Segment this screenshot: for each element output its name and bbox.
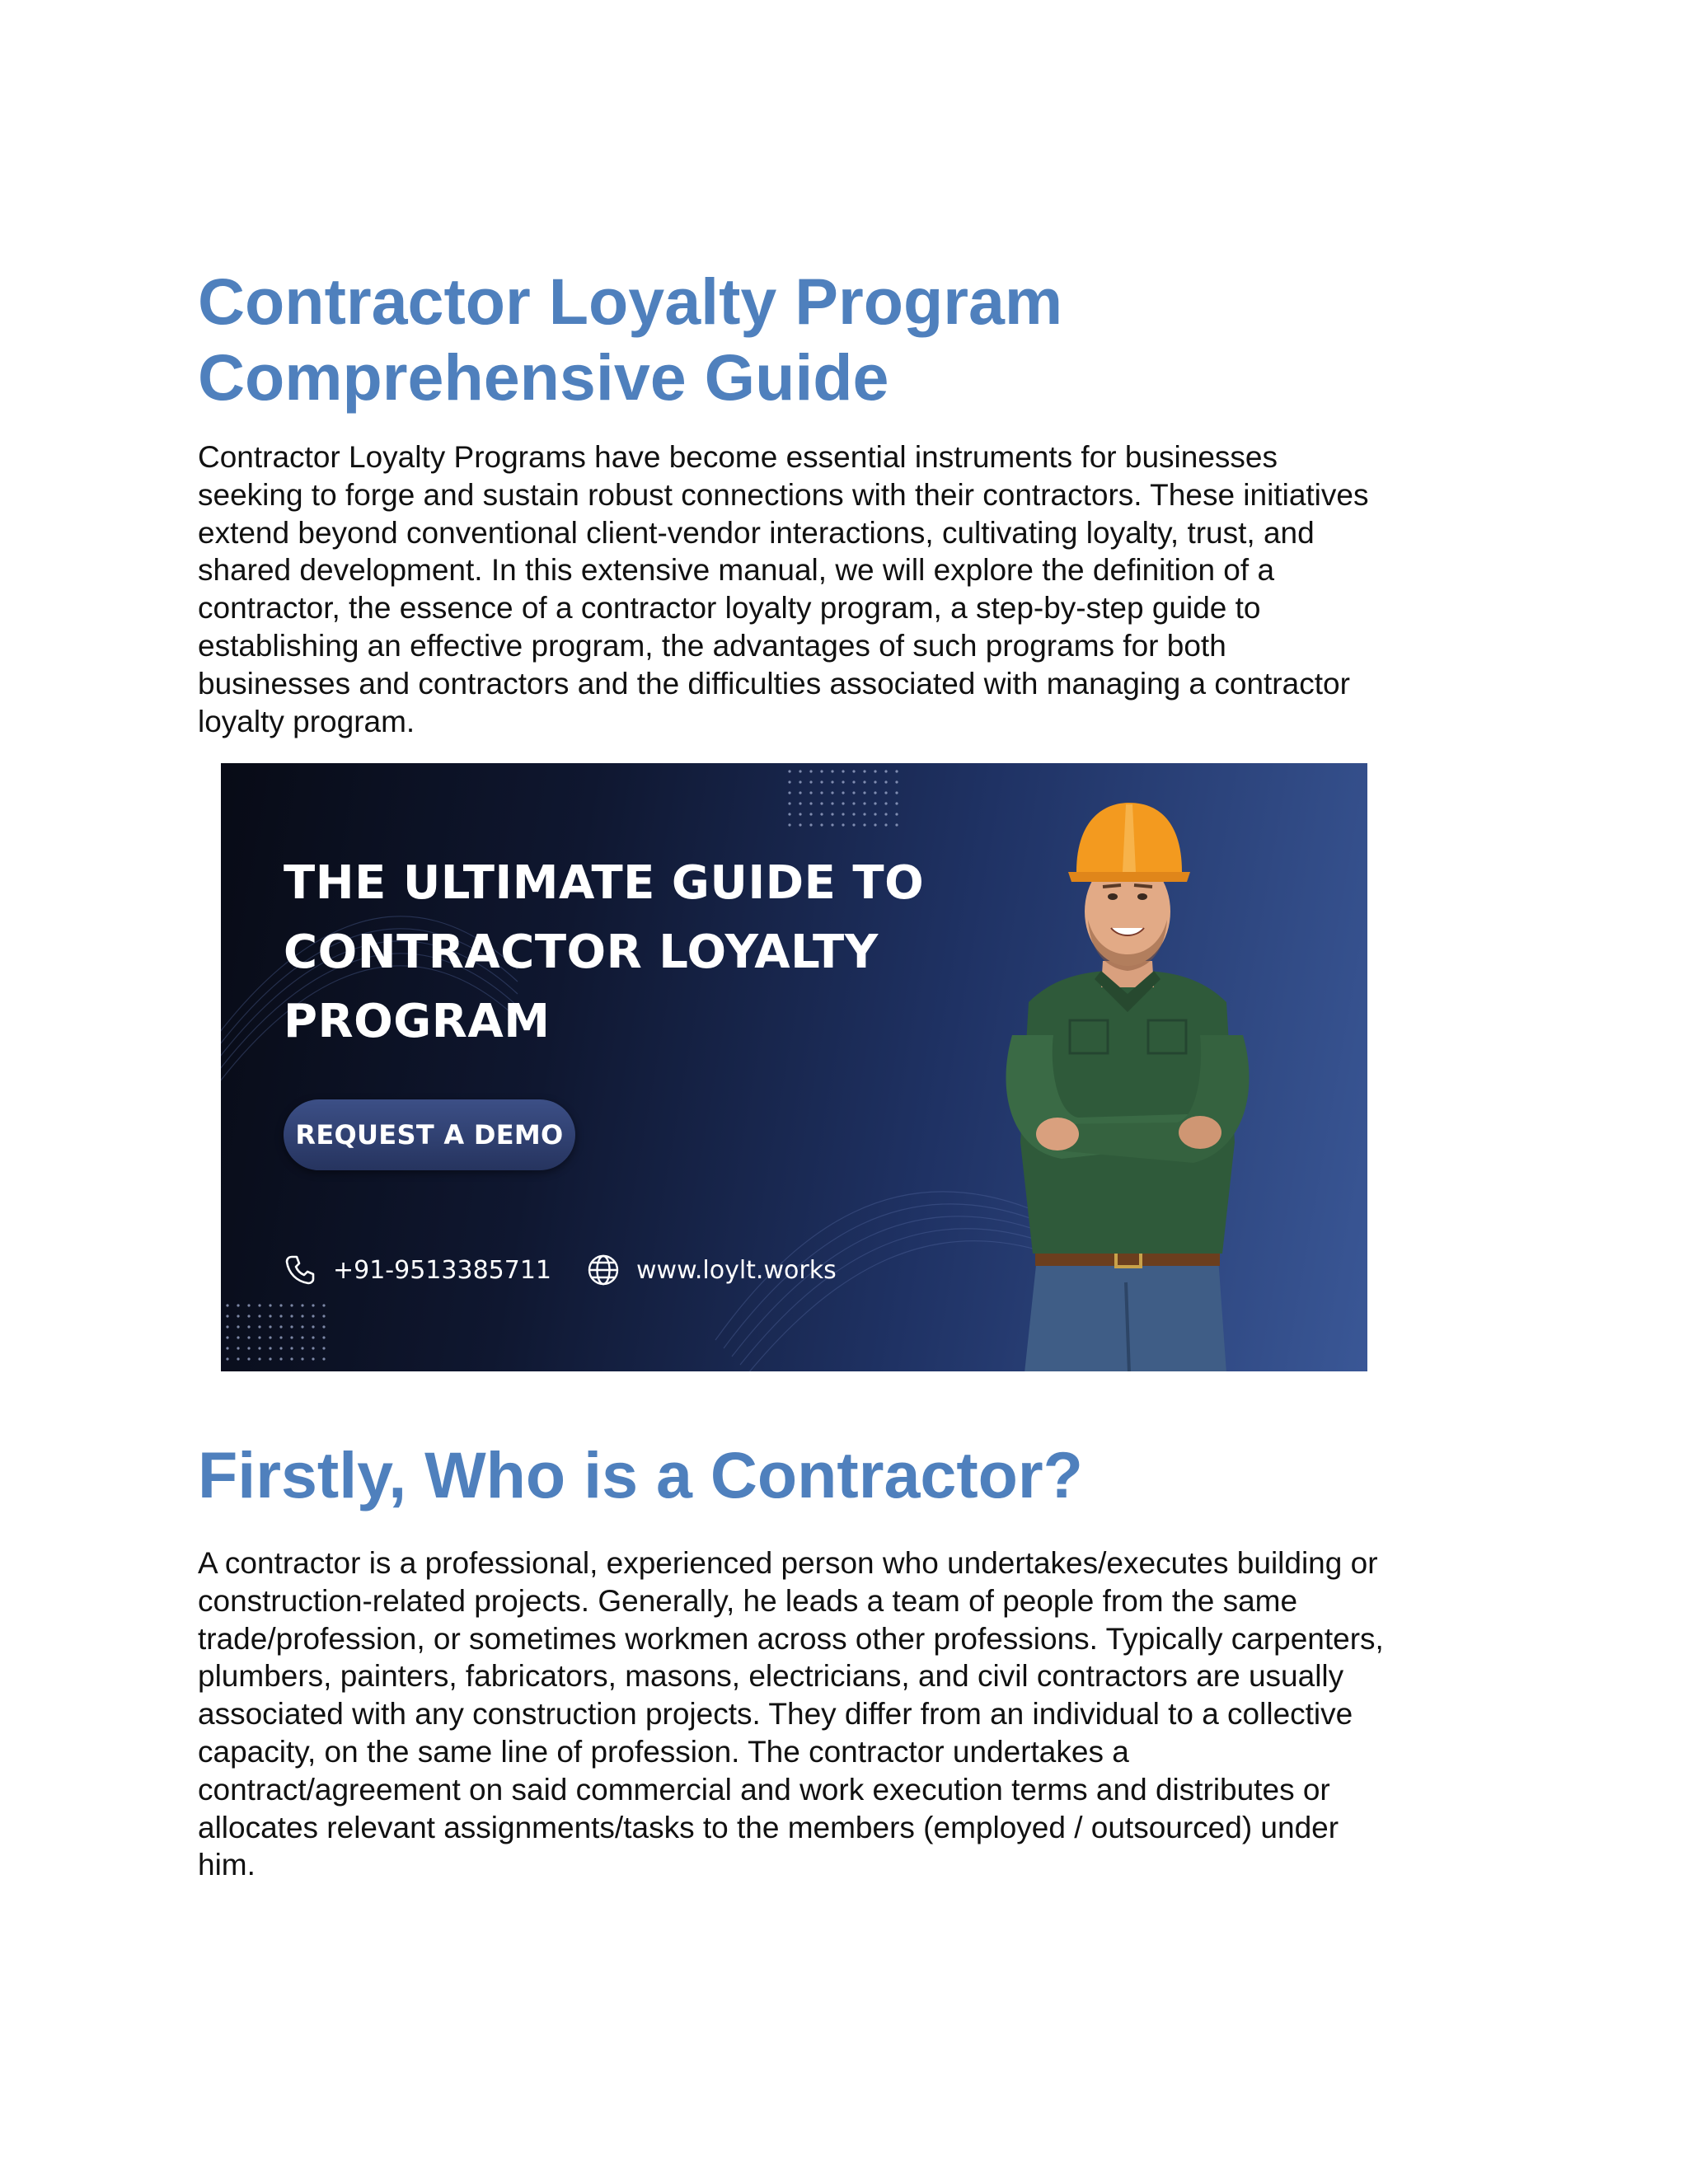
intro-line: businesses and contractors and the difficulties associated with managing a contractor <box>198 666 1350 701</box>
section-line: associated with any construction projects. They differ from an individual to a collective <box>198 1697 1353 1732</box>
globe-icon <box>585 1252 621 1288</box>
banner-title-line: CONTRACTOR LOYALTY <box>284 926 879 979</box>
request-demo-button[interactable]: REQUEST A DEMO <box>284 1099 575 1170</box>
website-url: www.loylt.works <box>636 1255 837 1285</box>
section-line: capacity, on the same line of profession. The contractor undertakes a <box>198 1734 1129 1769</box>
banner-title <box>284 849 924 1057</box>
intro-line: shared development. In this extensive manual, we will explore the definition of a <box>198 553 1275 588</box>
banner-title-line: PROGRAM <box>284 995 551 1048</box>
intro-line: contractor, the essence of a contractor loyalty program, a step-by-step guide to <box>198 591 1261 626</box>
phone-icon <box>282 1252 318 1288</box>
page-title <box>198 264 1517 415</box>
intro-line: seeking to forge and sustain robust connections with their contractors. These initiatives <box>198 477 1369 512</box>
construction-worker-photo <box>979 796 1276 1371</box>
banner-website[interactable] <box>585 1249 837 1291</box>
section-line: allocates relevant assignments/tasks to the members (employed / outsourced) under <box>198 1810 1339 1844</box>
intro-line: establishing an effective program, the advantages of such programs for both <box>198 628 1226 663</box>
section-heading: Firstly, Who is a Contractor? <box>198 1438 1083 1511</box>
intro-line: Contractor Loyalty Programs have become essential instruments for businesses <box>198 440 1278 474</box>
section-paragraph <box>198 1544 1508 1884</box>
phone-number: +91-9513385711 <box>333 1255 552 1285</box>
banner-title-line: THE ULTIMATE GUIDE TO <box>284 856 925 910</box>
section-line: A contractor is a professional, experienced person who undertakes/executes building or <box>198 1546 1378 1580</box>
page-title-line-2: Comprehensive Guide <box>198 340 889 414</box>
section-line: him. <box>198 1848 256 1882</box>
promo-banner-image <box>221 763 1367 1371</box>
banner-phone[interactable] <box>282 1249 551 1291</box>
page-title-line-1: Contractor Loyalty Program <box>198 265 1063 338</box>
section-line: trade/profession, or sometimes workmen across other professions. Typically carpenters, <box>198 1621 1384 1656</box>
intro-paragraph <box>198 438 1508 740</box>
intro-line: loyalty program. <box>198 704 415 738</box>
section-line: contract/agreement on said commercial and work execution terms and distributes or <box>198 1772 1330 1807</box>
section-line: construction-related projects. Generally, he leads a team of people from the same <box>198 1583 1298 1618</box>
intro-line: extend beyond conventional client-vendor interactions, cultivating loyalty, trust, and <box>198 515 1315 550</box>
section-line: plumbers, painters, fabricators, masons, electricians, and civil contractors are usually <box>198 1659 1344 1694</box>
